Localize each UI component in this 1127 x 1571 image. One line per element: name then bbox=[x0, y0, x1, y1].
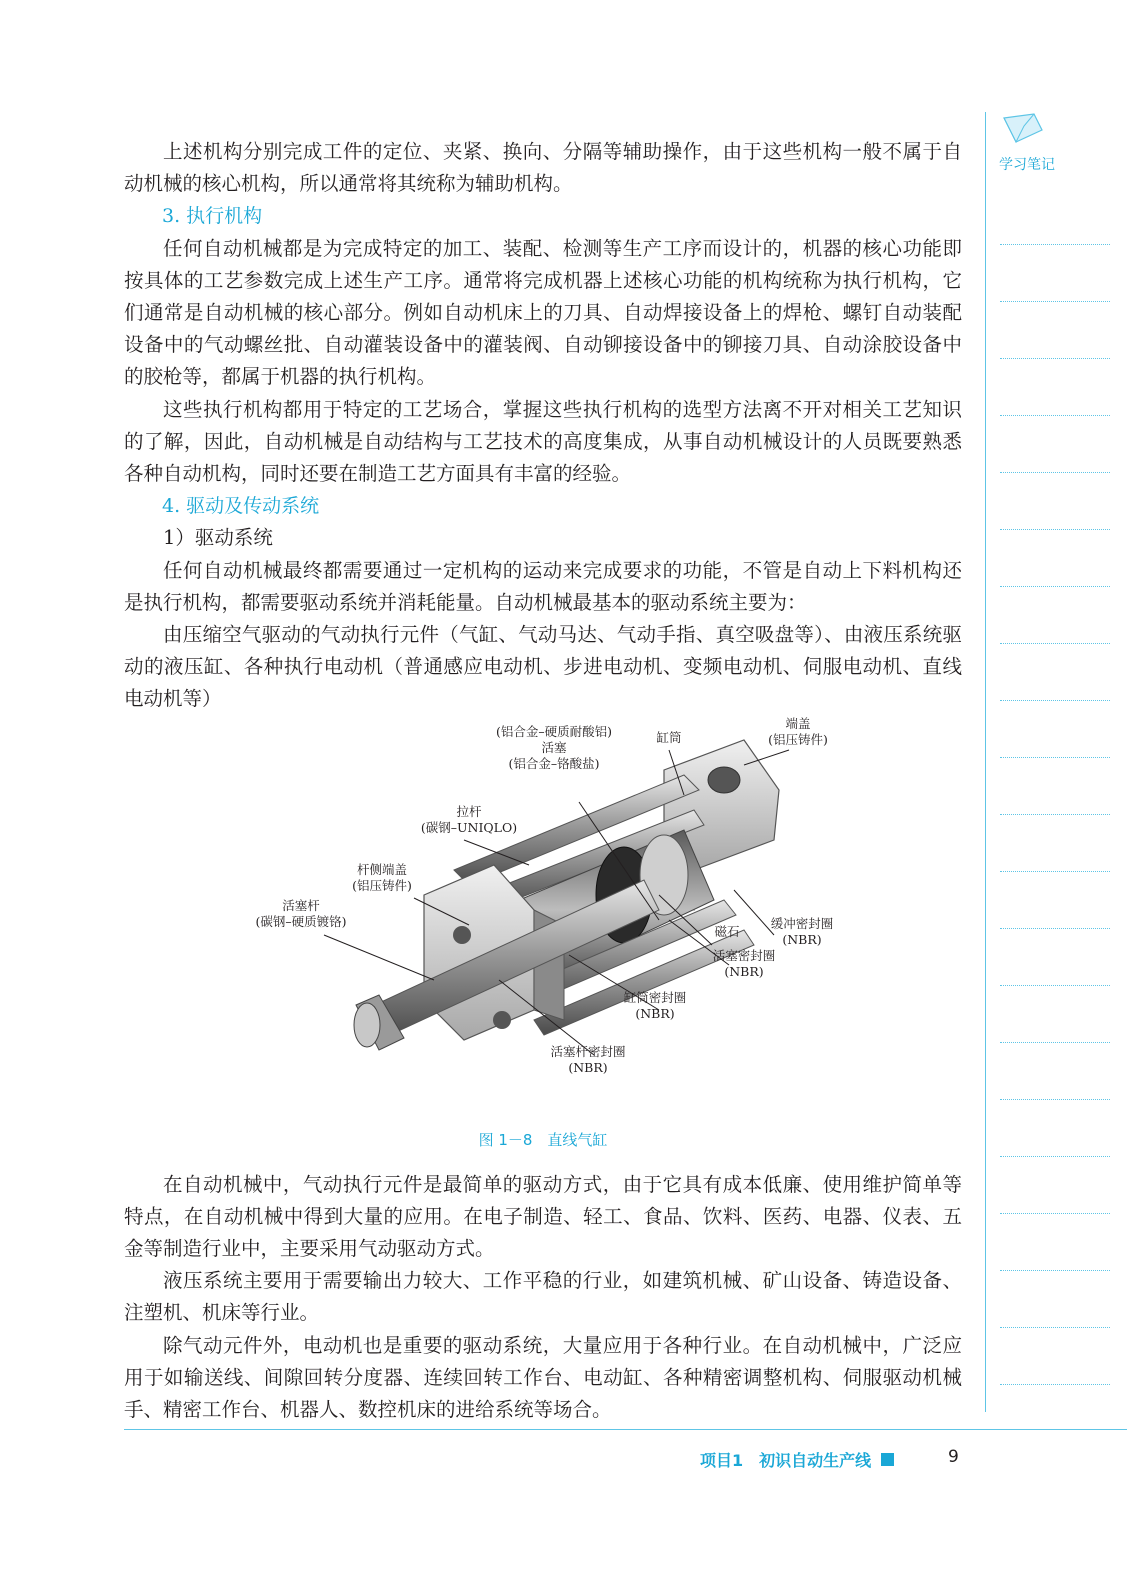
figure-caption: 图 1－8 直线气缸 bbox=[478, 1130, 608, 1149]
label-tie-rod-material: (碳钢–UNIQLO) bbox=[420, 819, 518, 835]
paragraph: 由压缩空气驱动的气动执行元件（气缸、气动马达、气动手指、真空吸盘等）、由液压系统驱动的液压缸、各种执行电动机（普通感应电动机、步进电动机、变频电动机、伺服电动机、直线电动机等） bbox=[124, 623, 962, 711]
label-piston-material-1: (铝合金–硬质耐酸铝) bbox=[495, 723, 613, 739]
note-line bbox=[1000, 1270, 1110, 1271]
label-rod-cap-material: (铝压铸件) bbox=[352, 877, 412, 893]
label-piston: 活塞 bbox=[541, 739, 567, 755]
label-barrel-seal-material: (NBR) bbox=[635, 1005, 675, 1021]
note-line bbox=[1000, 814, 1110, 815]
study-notes-title: 学习笔记 bbox=[999, 157, 1055, 173]
figure-linear-cylinder bbox=[124, 715, 962, 1165]
label-piston-seal-material: (NBR) bbox=[724, 963, 764, 979]
note-line bbox=[1000, 700, 1110, 701]
note-line bbox=[1000, 586, 1110, 587]
note-line bbox=[1000, 928, 1110, 929]
note-line bbox=[1000, 1384, 1110, 1385]
paragraph: 任何自动机械最终都需要通过一定机构的运动来完成要求的功能，不管是自动上下料机构还是执行机构，都需要驱动系统并消耗能量。自动机械最基本的驱动系统主要为： bbox=[124, 558, 962, 614]
label-piston-seal: 活塞密封圈 bbox=[712, 947, 776, 963]
label-cushion-seal: 缓冲密封圈 bbox=[770, 915, 834, 931]
note-line bbox=[1000, 244, 1110, 245]
label-cushion-seal-material: (NBR) bbox=[782, 931, 822, 947]
note-line bbox=[1000, 643, 1110, 644]
note-line bbox=[1000, 1042, 1110, 1043]
paragraph: 除气动元件外，电动机也是重要的驱动系统，大量应用于各种行业。在自动机械中，广泛应用于如输送线、间隙回转分度器、连续回转工作台、电动缸、各种精密调整机构、伺服驱动机械手、精密工作台、机器人、数控机床的进给系统等场合。 bbox=[124, 1333, 962, 1422]
label-tie-rod: 拉杆 bbox=[456, 803, 482, 819]
note-line bbox=[1000, 415, 1110, 416]
note-line bbox=[1000, 985, 1110, 986]
note-line bbox=[1000, 1156, 1110, 1157]
paragraph: 在自动机械中，气动执行元件是最简单的驱动方式，由于它具有成本低廉、使用维护简单等特点，在自动机械中得到大量的应用。在电子制造、轻工、食品、饮料、医药、电器、仪表、五金等制造行业中，主要采用气动驱动方式。 bbox=[124, 1172, 962, 1261]
note-line bbox=[1000, 301, 1110, 302]
paragraph: 任何自动机械都是为完成特定的加工、装配、检测等生产工序而设计的，机器的核心功能即按具体的工艺参数完成上述生产工序。通常将完成机器上述核心功能的机构统称为执行机构，它们通常是自动机械的核心部分。例如自动机床上的刀具、自动焊接设备上的焊枪、螺钉自动装配设备中的气动螺丝批、自动灌装设备中的灌装阀、自动铆接设备中的铆接刀具、自动涂胶设备中的胶枪等，都属于机器的执行机构。 bbox=[124, 236, 962, 389]
label-rod-seal-material: (NBR) bbox=[568, 1059, 608, 1075]
note-line bbox=[1000, 1327, 1110, 1328]
note-line bbox=[1000, 529, 1110, 530]
study-notes-column bbox=[985, 112, 1127, 1412]
label-piston-material-2: (铝合金–铬酸盐) bbox=[508, 755, 600, 771]
paragraph: 这些执行机构都用于特定的工艺场合，掌握这些执行机构的选型方法离不开对相关工艺知识的了解，因此，自动机械是自动结构与工艺技术的高度集成，从事自动机械设计的人员既要熟悉各种自动机构，同时还要在制造工艺方面具有丰富的经验。 bbox=[124, 397, 962, 486]
cylinder-illustration bbox=[124, 720, 962, 1120]
label-rod-seal: 活塞杆密封圈 bbox=[550, 1043, 626, 1059]
section-heading-3: 3. 执行机构 bbox=[162, 205, 263, 228]
label-barrel-seal: 缸筒密封圈 bbox=[623, 989, 687, 1005]
section-heading-4: 4. 驱动及传动系统 bbox=[162, 495, 320, 518]
main-content bbox=[124, 136, 962, 1426]
paragraph: 上述机构分别完成工件的定位、夹紧、换向、分隔等辅助操作，由于这些机构一般不属于自动机械的核心机构，所以通常将其统称为辅助机构。 bbox=[124, 140, 962, 196]
paragraph: 液压系统主要用于需要输出力较大、工作平稳的行业，如建筑机械、矿山设备、铸造设备、注塑机、机床等行业。 bbox=[124, 1269, 962, 1325]
label-barrel: 缸筒 bbox=[656, 729, 682, 745]
label-end-cap: 端盖 bbox=[785, 715, 811, 731]
label-piston-rod: 活塞杆 bbox=[282, 897, 320, 913]
footer-project-label: 项目1 初识自动生产线 bbox=[700, 1451, 872, 1470]
square-bullet-icon bbox=[881, 1453, 894, 1466]
paper-note-icon bbox=[996, 112, 1046, 148]
label-end-cap-material: (铝压铸件) bbox=[768, 731, 828, 747]
note-line bbox=[1000, 472, 1110, 473]
note-line bbox=[1000, 358, 1110, 359]
subheading: 1）驱动系统 bbox=[163, 526, 273, 550]
footer-rule bbox=[124, 1429, 1127, 1430]
note-line bbox=[1000, 1213, 1110, 1214]
label-rod-cap: 杆侧端盖 bbox=[356, 861, 408, 877]
label-magnet: 磁石 bbox=[714, 923, 740, 939]
page-number: 9 bbox=[948, 1447, 959, 1467]
footer-project-title bbox=[700, 1448, 894, 1471]
label-piston-rod-material: (碳钢–硬质镀铬) bbox=[255, 913, 347, 929]
note-line bbox=[1000, 757, 1110, 758]
note-line bbox=[1000, 1099, 1110, 1100]
note-line bbox=[1000, 871, 1110, 872]
